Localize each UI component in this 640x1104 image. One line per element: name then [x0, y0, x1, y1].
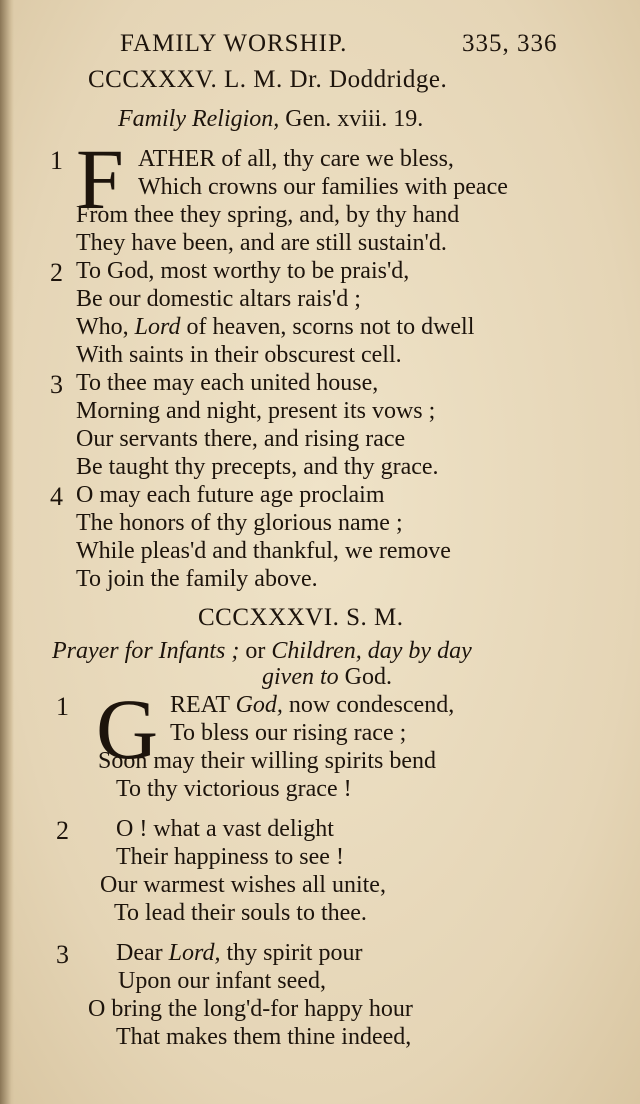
- hymn-336-drop-cap: G: [96, 681, 159, 777]
- verse-line: That makes them thine indeed,: [116, 1024, 412, 1050]
- verse-italic-word: Lord: [134, 314, 181, 340]
- stanza-number: 2: [50, 258, 63, 287]
- verse-line: To join the family above.: [76, 566, 318, 592]
- verse-line: From thee they spring, and, by thy hand: [76, 202, 460, 228]
- verse-text: REAT: [170, 692, 236, 718]
- subtitle-text: or: [239, 638, 272, 664]
- verse-italic-word: Lord,: [168, 940, 221, 966]
- hymn-335-subtitle: [118, 106, 423, 133]
- stanza-number: 3: [56, 940, 69, 969]
- hymn-336-subtitle-line-2: [262, 664, 392, 691]
- verse-line: To God, most worthy to be prais'd,: [76, 258, 410, 284]
- verse-line: To bless our rising race ;: [170, 720, 407, 746]
- verse-text: Who,: [76, 314, 135, 340]
- verse-line: Upon our infant seed,: [118, 968, 326, 994]
- verse-line: Their happiness to see !: [116, 844, 344, 870]
- subtitle-italic: given to: [262, 664, 339, 690]
- verse-line: Be our domestic altars rais'd ;: [76, 286, 361, 312]
- verse-text: now condescend,: [282, 692, 455, 718]
- running-header-page-numbers: 335, 336: [462, 30, 558, 57]
- stanza-number: 2: [56, 816, 69, 845]
- verse-text: thy spirit pour: [220, 940, 363, 966]
- verse-line: Morning and night, present its vows ;: [76, 398, 436, 424]
- verse-italic-word: God,: [235, 692, 283, 718]
- hymn-335-heading: CCCXXXV. L. M. Dr. Doddridge.: [88, 66, 448, 93]
- verse-line: O bring the long'd-for happy hour: [88, 996, 413, 1022]
- hymn-336-subtitle-line-1: [52, 638, 472, 665]
- verse-line: To thee may each united house,: [76, 370, 379, 396]
- stanza-number: 4: [50, 482, 63, 511]
- verse-text: of heaven, scorns not to dwell: [180, 314, 475, 340]
- verse-line: To lead their souls to thee.: [114, 900, 367, 926]
- verse-line: Which crowns our families with peace: [138, 174, 508, 200]
- stanza-number: 3: [50, 370, 63, 399]
- verse-line: To thy victorious grace !: [116, 776, 352, 802]
- subtitle-italic: Children, day by day: [271, 638, 472, 664]
- page-gutter: [0, 0, 14, 1104]
- stanza-number: 1: [56, 692, 69, 721]
- verse-line: Our servants there, and rising race: [76, 426, 406, 452]
- running-header-title: FAMILY WORSHIP.: [120, 30, 348, 57]
- verse-line: Our warmest wishes all unite,: [100, 872, 386, 898]
- hymn-336-heading: CCCXXXVI. S. M.: [198, 604, 404, 631]
- hymn-335-subtitle-reference: Gen. xviii. 19.: [279, 106, 424, 132]
- verse-line: [76, 314, 474, 341]
- verse-line: ATHER of all, thy care we bless,: [138, 146, 454, 172]
- subtitle-italic: Prayer for Infants ;: [52, 638, 240, 664]
- verse-line: Soon may their willing spirits bend: [98, 748, 436, 774]
- subtitle-text: God.: [338, 664, 392, 690]
- verse-line: Be taught thy precepts, and thy grace.: [76, 454, 439, 480]
- verse-line: O may each future age proclaim: [76, 482, 385, 508]
- verse-line: With saints in their obscurest cell.: [76, 342, 402, 368]
- hymn-335-drop-cap: F: [76, 131, 124, 227]
- verse-line: [170, 692, 454, 719]
- verse-text: Dear: [116, 940, 169, 966]
- hymn-335-subtitle-topic: Family Religion,: [118, 106, 280, 132]
- verse-line: While pleas'd and thankful, we remove: [76, 538, 451, 564]
- verse-line: They have been, and are still sustain'd.: [76, 230, 447, 256]
- stanza-number: 1: [50, 146, 63, 175]
- verse-line: [116, 940, 362, 967]
- verse-line: O ! what a vast delight: [116, 816, 334, 842]
- verse-line: The honors of thy glorious name ;: [76, 510, 403, 536]
